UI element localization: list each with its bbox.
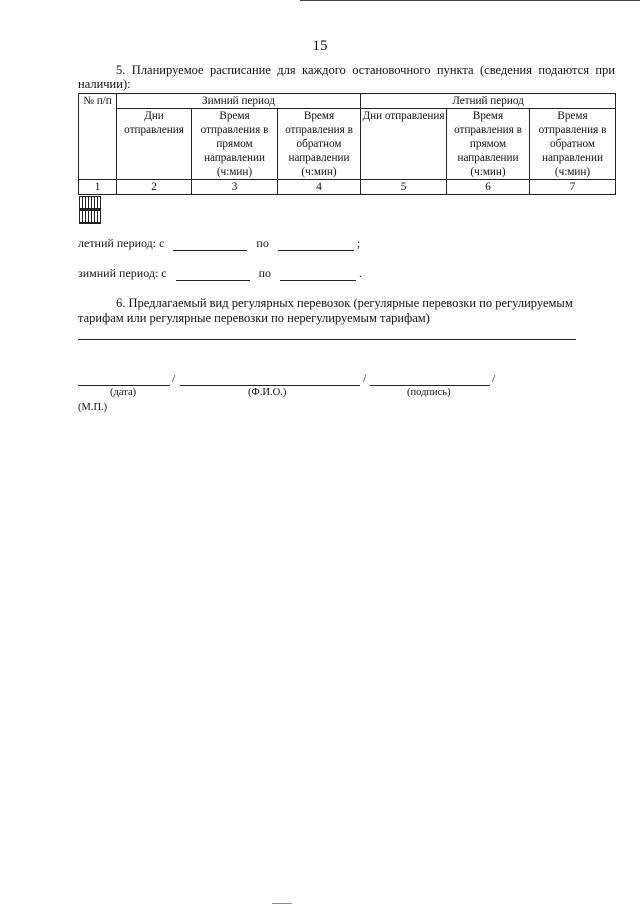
table-number-row	[79, 180, 616, 195]
col-number: 6	[447, 180, 530, 195]
top-border-line	[300, 0, 640, 1]
winter-end-punct: .	[359, 266, 363, 280]
header-number: № п/п	[79, 94, 117, 180]
signature-field[interactable]	[370, 385, 490, 386]
bottom-mark	[272, 903, 292, 904]
winter-start-field[interactable]	[176, 268, 250, 281]
summer-period-line	[78, 236, 360, 251]
fio-field[interactable]	[180, 385, 360, 386]
winter-period-label: зимний период: с	[78, 266, 167, 280]
date-caption: (дата)	[110, 387, 137, 398]
col-number: 5	[361, 180, 447, 195]
header-winter-period: Зимний период	[117, 94, 361, 109]
winter-po-label: по	[258, 266, 272, 280]
table-row	[79, 210, 101, 223]
table-cell[interactable]	[97, 211, 100, 224]
section-6-answer-line[interactable]	[78, 339, 576, 340]
section-6-heading: 6. Предлагаемый вид регулярных перевозок (регулярные перевозки по регулируемым тарифам или регулярные перевозки по нерегулируемым тарифам)	[78, 296, 573, 325]
separator-slash: /	[492, 371, 496, 385]
summer-end-punct: ;	[356, 236, 361, 250]
header-summer-reverse: Время отправления в обратном направлении (ч:мин)	[530, 109, 616, 180]
date-field[interactable]	[78, 385, 170, 386]
col-number: 2	[117, 180, 192, 195]
fio-caption: (Ф.И.О.)	[248, 387, 287, 398]
col-number: 7	[530, 180, 616, 195]
header-summer-days: Дни отправления	[361, 109, 447, 180]
signature-caption: (подпись)	[407, 387, 451, 398]
winter-end-field[interactable]	[280, 268, 356, 281]
summer-po-label: по	[256, 236, 269, 250]
header-winter-days: Дни отправления	[117, 109, 192, 180]
col-number: 4	[278, 180, 361, 195]
schedule-table	[78, 93, 616, 223]
header-summer-period: Летний период	[361, 94, 616, 109]
header-winter-forward: Время отправления в прямом направлении (ч:мин)	[192, 109, 278, 180]
winter-period-line	[78, 266, 362, 281]
stamp-caption: (М.П.)	[78, 402, 108, 413]
separator-slash: /	[363, 371, 367, 385]
summer-period-label: летний период: с	[78, 236, 165, 250]
summer-end-field[interactable]	[278, 238, 354, 251]
col-number: 3	[192, 180, 278, 195]
summer-start-field[interactable]	[173, 238, 247, 251]
table-header-row-1	[79, 94, 616, 109]
separator-slash: /	[172, 371, 176, 385]
table-row	[79, 196, 101, 209]
header-winter-reverse: Время отправления в обратном направлении (ч:мин)	[278, 109, 361, 180]
col-number: 1	[79, 180, 117, 195]
table-cell[interactable]	[97, 197, 100, 210]
section-5-heading: 5. Планируемое расписание для каждого остановочного пункта (сведения подаются при наличии):	[78, 63, 615, 91]
header-summer-forward: Время отправления в прямом направлении (ч:мин)	[447, 109, 530, 180]
table-header-row-2	[79, 109, 616, 180]
page-number: 15	[312, 38, 328, 54]
